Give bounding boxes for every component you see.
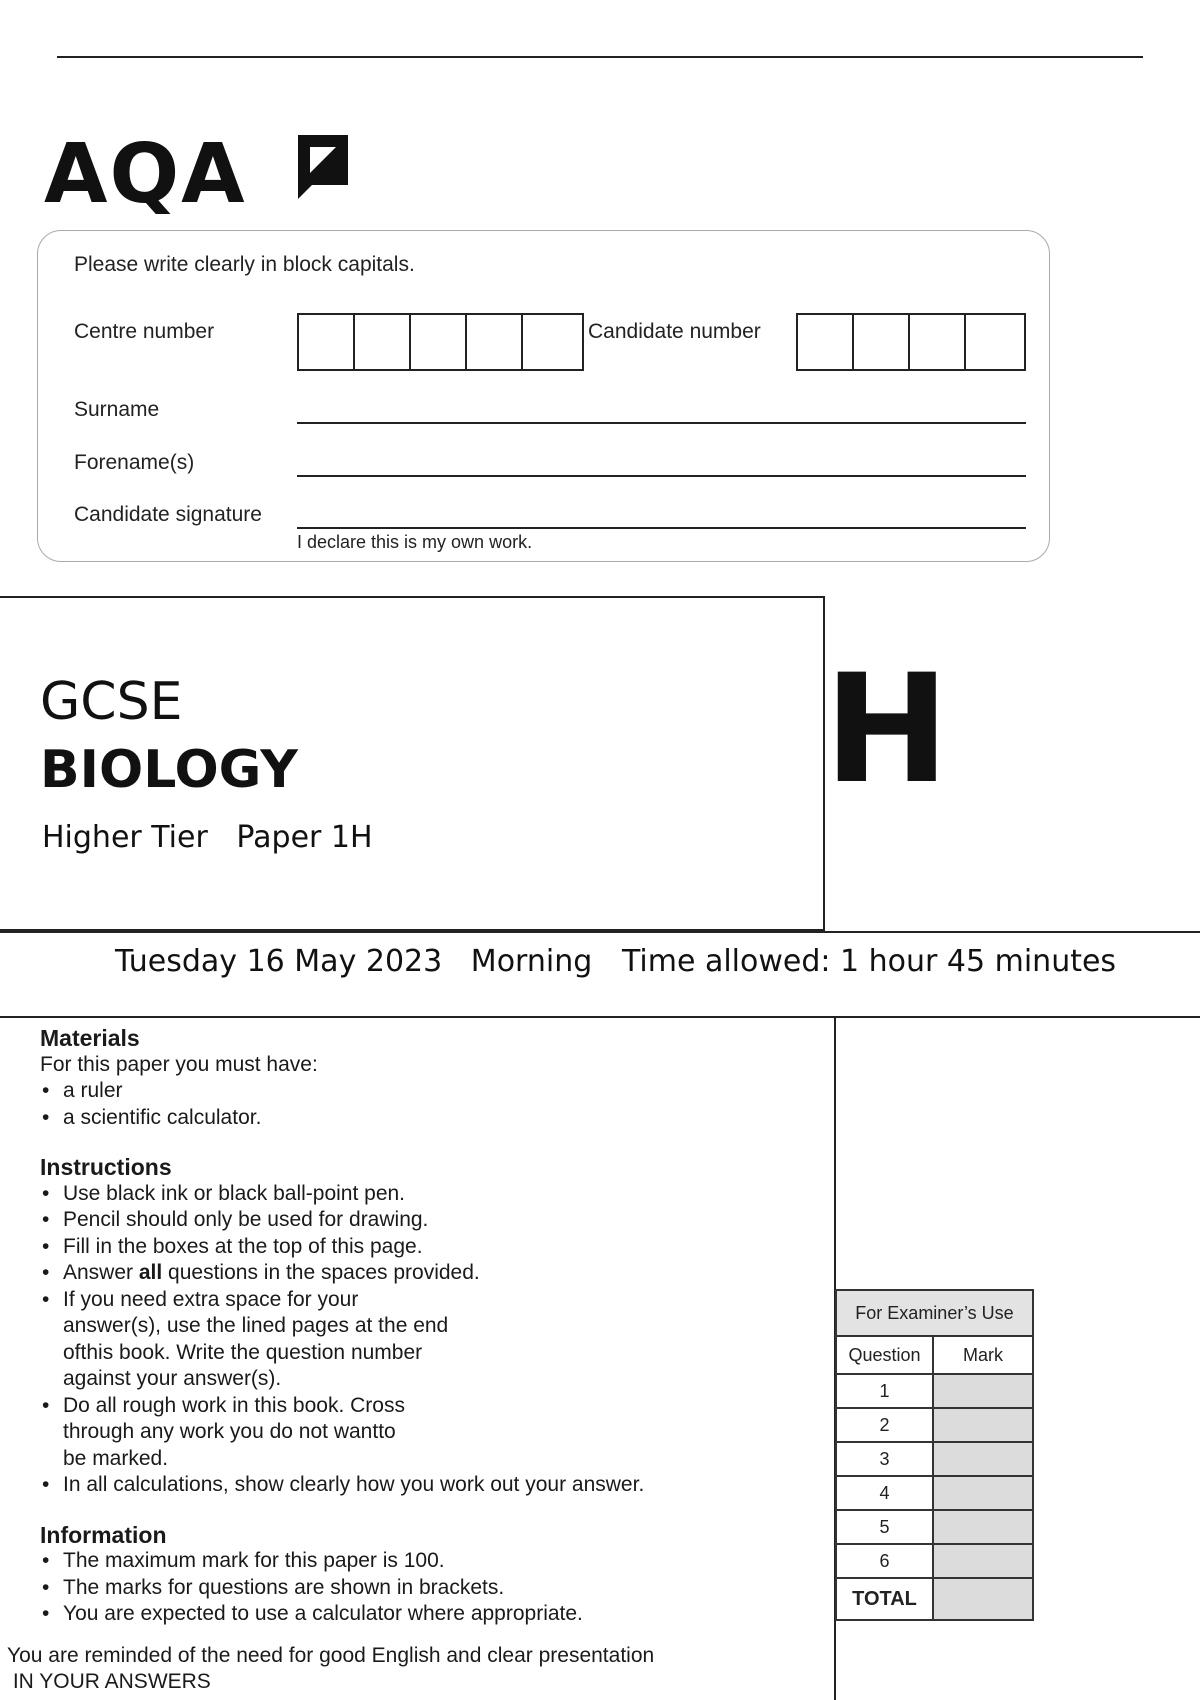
table-row: 2 (836, 1408, 1033, 1442)
aqa-logo (44, 125, 324, 225)
centre-number-digit[interactable] (299, 315, 355, 369)
divider (0, 931, 1200, 933)
mark-cell[interactable] (933, 1476, 1033, 1510)
total-label: TOTAL (836, 1578, 933, 1620)
list-item: • Pencil should only be used for drawing. (40, 1207, 780, 1234)
materials-intro: For this paper you must have: (40, 1052, 318, 1076)
emphasis: all (138, 1261, 163, 1284)
instructions-heading: Instructions (40, 1154, 172, 1180)
declaration-text: I declare this is my own work. (297, 532, 533, 552)
centre-number-digit[interactable] (523, 315, 579, 369)
centre-number-label: Centre number (74, 320, 215, 343)
table-row: 6 (836, 1544, 1033, 1578)
candidate-number-digit[interactable] (910, 315, 966, 369)
signature-label: Candidate signature (74, 503, 262, 526)
candidate-number-digit[interactable] (966, 315, 1022, 369)
list-item: • a scientific calculator. (40, 1105, 780, 1132)
divider (0, 1016, 1200, 1018)
surname-line[interactable] (297, 422, 1026, 424)
list-item: • If you need extra space for your answer(s), use the lined pages at the end ofthis book. Write the question number against your answer(s). (40, 1287, 780, 1393)
list-item: • Fill in the boxes at the top of this page. (40, 1234, 780, 1261)
table-row: 5 (836, 1510, 1033, 1544)
candidate-number-digit[interactable] (798, 315, 854, 369)
logo-text: AQA (44, 127, 247, 222)
subject-title: BIOLOGY (40, 740, 298, 800)
table-row: 3 (836, 1442, 1033, 1476)
centre-number-digit[interactable] (411, 315, 467, 369)
table-row (836, 1578, 1033, 1620)
mark-cell[interactable] (933, 1408, 1033, 1442)
mark-column-header: Mark (933, 1336, 1033, 1374)
exam-information (40, 1025, 780, 1628)
list-item: • The marks for questions are shown in brackets. (40, 1575, 780, 1602)
logo-mark-icon (254, 129, 350, 199)
instructions-list (40, 1181, 780, 1499)
top-rule (57, 56, 1143, 58)
examiner-table-title: For Examiner’s Use (836, 1290, 1033, 1336)
qualification-title: GCSE (40, 672, 183, 732)
forename-label: Forename(s) (74, 451, 195, 474)
list-item: • You are expected to use a calculator where appropriate. (40, 1601, 780, 1628)
list-item: • a ruler (40, 1078, 780, 1105)
centre-number-digit[interactable] (355, 315, 411, 369)
mark-cell[interactable] (933, 1374, 1033, 1408)
list-item: • Use black ink or black ball-point pen. (40, 1181, 780, 1208)
information-list (40, 1548, 780, 1628)
centre-number-boxes[interactable] (297, 313, 584, 371)
forename-line[interactable] (297, 475, 1026, 477)
tier-letter: H (824, 643, 950, 817)
table-row: 4 (836, 1476, 1033, 1510)
total-mark-cell[interactable] (933, 1578, 1033, 1620)
block-capitals-instruction: Please write clearly in block capitals. (74, 253, 415, 276)
list-item: • Answer all questions in the spaces provided. (40, 1260, 780, 1287)
mark-cell[interactable] (933, 1544, 1033, 1578)
materials-heading: Materials (40, 1025, 140, 1051)
examiner-use-table (835, 1289, 1034, 1621)
mark-cell[interactable] (933, 1510, 1033, 1544)
candidate-number-boxes[interactable] (796, 313, 1026, 371)
centre-number-digit[interactable] (467, 315, 523, 369)
candidate-number-label: Candidate number (588, 320, 761, 343)
time-allowed: Time allowed: 1 hour 45 minutes (622, 944, 1117, 979)
surname-label: Surname (74, 398, 160, 421)
presentation-reminder: You are reminded of the need for good English and clear presentation IN YOUR ANSWERS (7, 1644, 655, 1693)
list-item: • Do all rough work in this book. Cross through any work you do not wantto be marked. (40, 1393, 780, 1473)
signature-line[interactable] (297, 527, 1026, 529)
table-row: 1 (836, 1374, 1033, 1408)
information-heading: Information (40, 1521, 167, 1548)
candidate-number-digit[interactable] (854, 315, 910, 369)
list-item: • In all calculations, show clearly how you work out your answer. (40, 1472, 780, 1499)
mark-cell[interactable] (933, 1442, 1033, 1476)
question-column-header: Question (836, 1336, 933, 1374)
tier-paper: Higher Tier Paper 1H (42, 820, 373, 855)
materials-list (40, 1078, 780, 1131)
exam-date-session: Tuesday 16 May 2023 Morning (115, 944, 593, 979)
list-item: • The maximum mark for this paper is 100. (40, 1548, 780, 1575)
